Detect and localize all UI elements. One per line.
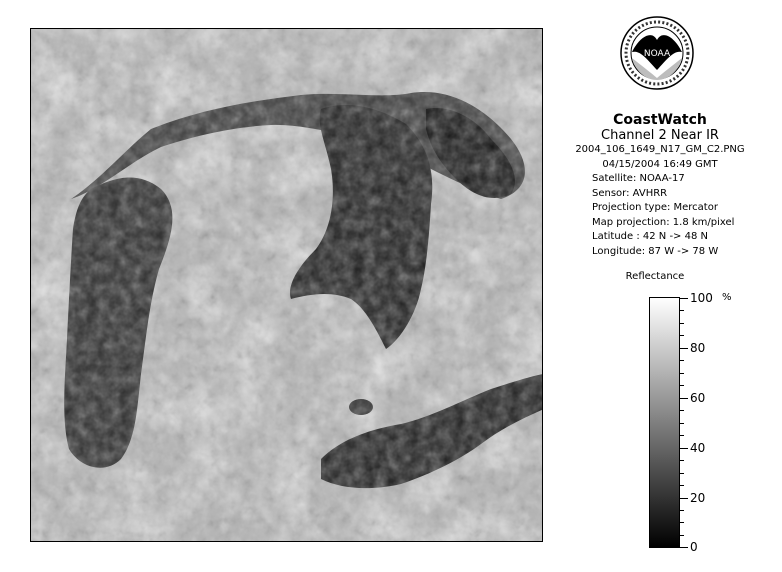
minor-tick (680, 473, 684, 474)
filename: 2004_106_1649_N17_GM_C2.PNG (575, 144, 745, 155)
app-title: CoastWatch (613, 112, 707, 128)
minor-tick (680, 510, 684, 511)
tick-label-0: 0 (690, 540, 698, 554)
minor-tick (680, 385, 684, 386)
texture (31, 29, 543, 542)
minor-tick (680, 310, 684, 311)
reflectance-colorbar (649, 297, 680, 548)
satellite-image (30, 28, 543, 542)
noaa-seal-icon (618, 14, 696, 108)
tick-label-20: 20 (690, 491, 706, 505)
map-projection: Map projection: 1.8 km/pixel (592, 216, 735, 228)
minor-tick (680, 410, 684, 411)
channel-name: Channel 2 Near IR (601, 128, 719, 143)
tick-20 (680, 498, 688, 499)
minor-tick (680, 460, 684, 461)
tick-label-60: 60 (690, 391, 706, 405)
tick-40 (680, 448, 688, 449)
tick-label-80: 80 (690, 341, 706, 355)
scale-label: Reflectance (625, 271, 685, 282)
tick-label-100: 100 (690, 291, 713, 305)
image-metadata (560, 112, 760, 259)
satellite: Satellite: NOAA-17 (592, 173, 685, 184)
minor-tick (680, 423, 684, 424)
minor-tick (680, 323, 684, 324)
scale-unit: % (722, 292, 732, 303)
svg-text:NOAA: NOAA (643, 49, 671, 59)
projection-type: Projection type: Mercator (592, 202, 718, 213)
great-lakes-map (31, 29, 543, 542)
latitude: Latitude : 42 N -> 48 N (592, 231, 708, 242)
tick-label-40: 40 (690, 441, 706, 455)
minor-tick (680, 335, 684, 336)
minor-tick (680, 522, 684, 523)
tick-60 (680, 398, 688, 399)
datetime: 04/15/2004 16:49 GMT (602, 158, 718, 170)
minor-tick (680, 373, 684, 374)
minor-tick (680, 360, 684, 361)
tick-0 (680, 547, 688, 548)
minor-tick (680, 485, 684, 486)
sensor: Sensor: AVHRR (592, 187, 668, 199)
longitude: Longitude: 87 W -> 78 W (592, 245, 719, 257)
tick-80 (680, 348, 688, 349)
minor-tick (680, 435, 684, 436)
noaa-logo (618, 14, 696, 108)
tick-100 (680, 298, 688, 299)
minor-tick (680, 535, 684, 536)
